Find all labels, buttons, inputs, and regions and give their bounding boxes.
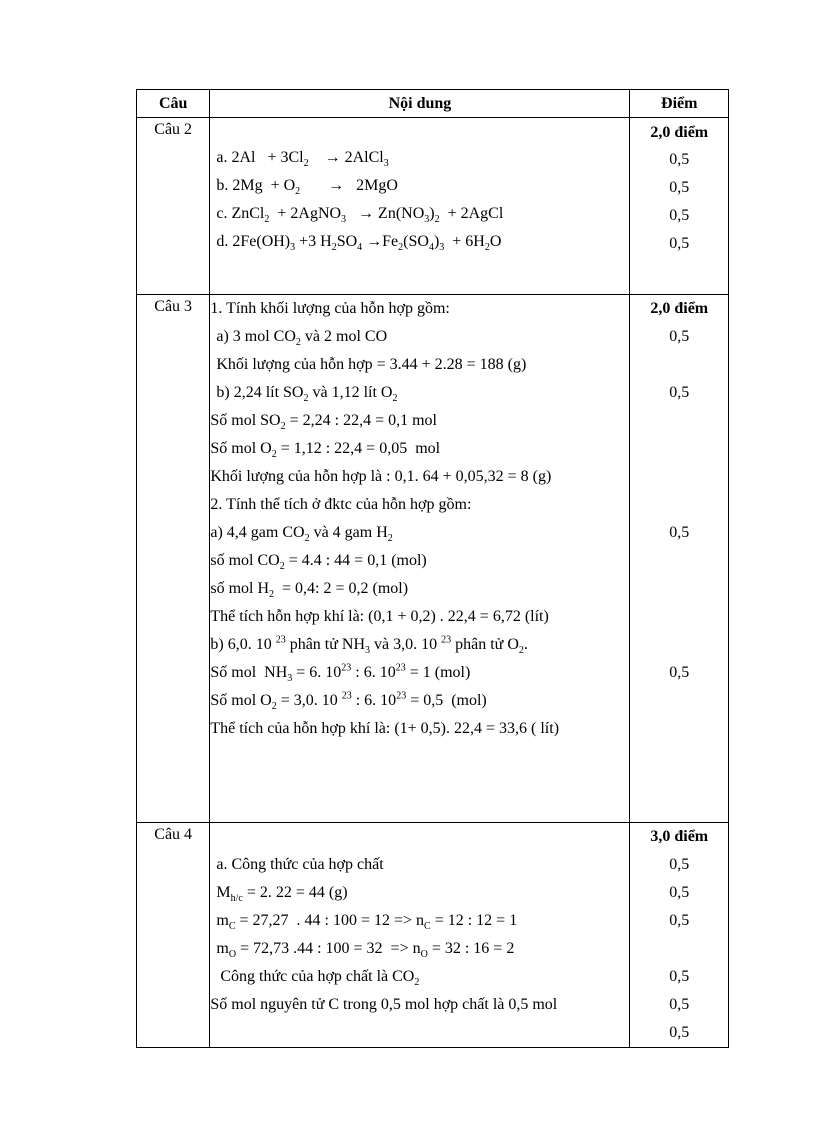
equation-c: c. ZnCl$_2$ + 2AgNO$_3$ → $Zn(NO_3)_2$ + 2AgCl xyxy=(216,205,504,226)
content-line: Thể tích của hỗn hợp khí là: (1+ 0,5). 22,4 = 33,6 ( lít) xyxy=(210,720,560,737)
content-line: Số mol $O_2 = 3,0$. 10 $^{23}$ : 6. $10^{23} = 0,5$ (mol) xyxy=(210,690,487,713)
content-line: b) 2,24 lít $SO_2$ và 1,12 lít $O_2$ xyxy=(216,384,398,405)
points-value: 0,5 xyxy=(669,384,690,401)
equation-a: a. $2Al + 3Cl_2$ → 2AlCl$_3$ xyxy=(216,149,389,170)
points-value: 0,5 xyxy=(669,884,690,901)
header-diem: Điểm xyxy=(630,90,729,118)
content-line: a. Công thức của hợp chất xyxy=(216,856,384,873)
content-line: Số mol $SO_2 = 2,24$ : 22,4 = 0,1 mol xyxy=(210,412,437,433)
content-line: $m_O = 72,73$ .44 : $100 = 32 => n_O = 32$ : 16 = 2 xyxy=(216,940,515,961)
equation-d: d. $2Fe(OH)_3 +3$ $H_2SO_4 \to Fe_2(SO_4)_3 + 6H_2O$ xyxy=(216,233,502,254)
points-value: 0,5 xyxy=(669,912,690,929)
points-value: 0,5 xyxy=(669,524,690,541)
content-cell xyxy=(210,118,630,295)
content-line: $M_{h/c} = 2$. 22 = 44 (g) xyxy=(216,884,348,905)
content-line: $m_C = 27,27$ . 44 : $100 = 12 => n_C = 12$ : 12 = 1 xyxy=(216,912,518,933)
points-value: 0,5 xyxy=(669,968,690,985)
header-noi-dung: Nội dung xyxy=(210,90,630,118)
table-row-cau-4 xyxy=(137,823,729,1048)
points-value: 0,5 xyxy=(669,151,690,168)
content-line: Khối lượng của hỗn hợp = 3.44 + 2.28 = 188 (g) xyxy=(216,356,527,373)
content-line: Số mol nguyên tử C trong 0,5 mol hợp chất là 0,5 mol xyxy=(210,996,558,1013)
content-line: a) 4,4 gam $CO_2$ và 4 gam $H_2$ xyxy=(210,524,393,545)
content-line: Công thức của hợp chất là $CO_2$ xyxy=(216,968,420,989)
content-line: Số mol $O_2 = 1,12$ : 22,4 = 0,05 mol xyxy=(210,440,441,461)
question-label: Câu 2 xyxy=(137,118,210,295)
total-points: 2,0 điểm xyxy=(650,300,709,317)
content-line: 2. Tính thể tích ở đktc của hỗn hợp gồm: xyxy=(210,496,472,513)
points-cell xyxy=(630,118,729,295)
points-cell xyxy=(630,823,729,1048)
content-line: b) 6,0. 10 $^{23}$ phân tử $NH_3$ và 3,0. 10 $^{23}$ phân tử $O_2$. xyxy=(210,634,528,657)
points-value: 0,5 xyxy=(669,1024,690,1041)
points-value: 0,5 xyxy=(669,856,690,873)
points-value: 0,5 xyxy=(669,207,690,224)
content-line: a) 3 mol $CO_2$ và 2 mol CO xyxy=(216,328,388,349)
content-line: Thể tích hỗn hợp khí là: (0,1 + 0,2) . 22,4 = 6,72 (lít) xyxy=(210,608,549,625)
content-cell xyxy=(210,823,630,1048)
content-cell xyxy=(210,295,630,823)
points-cell xyxy=(630,295,729,823)
total-points: 3,0 điểm xyxy=(650,828,709,845)
total-points: 2,0 điểm xyxy=(650,124,709,141)
content-line: số mol $H_2 = 0,4$: 2 = 0,2 (mol) xyxy=(210,580,409,601)
points-value: 0,5 xyxy=(669,179,690,196)
table-header-row xyxy=(137,90,729,118)
header-cau: Câu xyxy=(137,90,210,118)
question-label: Câu 3 xyxy=(137,295,210,823)
table-row-cau-2 xyxy=(137,118,729,295)
question-label: Câu 4 xyxy=(137,823,210,1048)
content-line: Khối lượng của hỗn hợp là : 0,1. 64 + 0,05,32 = 8 (g) xyxy=(210,468,552,485)
equation-b: b. $2Mg + O_2$ → 2MgO xyxy=(216,177,398,198)
table-row-cau-3 xyxy=(137,295,729,823)
content-line: số mol $CO_2 = 4.4$ : 44 = 0,1 (mol) xyxy=(210,552,427,573)
points-value: 0,5 xyxy=(669,664,690,681)
answer-table xyxy=(136,89,729,1048)
points-value: 0,5 xyxy=(669,328,690,345)
content-line: Số mol $NH_3 = 6$. $10^{23}$ : 6. $10^{23} = 1$ (mol) xyxy=(210,662,471,685)
points-value: 0,5 xyxy=(669,235,690,252)
content-line: 1. Tính khối lượng của hỗn hợp gồm: xyxy=(210,300,450,317)
points-value: 0,5 xyxy=(669,996,690,1013)
